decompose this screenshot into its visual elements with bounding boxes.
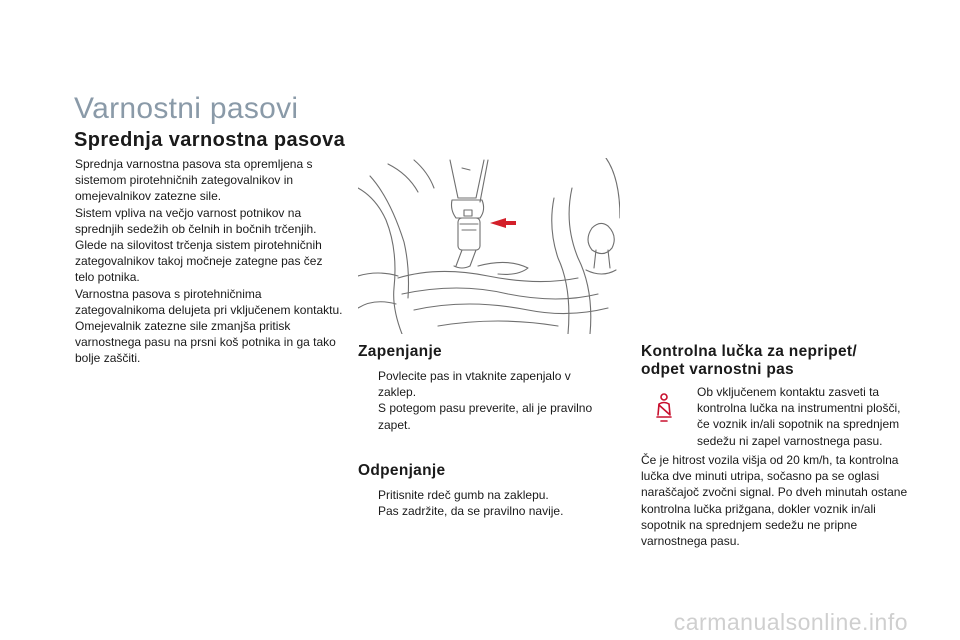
section-title: Sprednja varnostna pasova <box>74 129 346 151</box>
warning-lamp-body: Če je hitrost vozila višja od 20 km/h, ta kontrolna lučka dve minuti utripa, sočasno pa se oglasi naraščajoč zvočni signal. Po dveh minutah ostane kontrolna lučka prižgana, dokler voznik in/ali sopotnik na sprednjem sedežu ne pripne varnostnega pasu. <box>641 453 908 549</box>
list-item: S potegom pasu preverite, ali je pravilno zapet. <box>378 401 593 432</box>
warning-lamp-heading <box>641 343 857 379</box>
watermark-bar <box>0 609 960 640</box>
warning-lamp-heading-line: odpet varnostni pas <box>641 361 794 378</box>
intro-paragraph: Varnostna pasova s pirotehničnima zategovalnikoma delujeta pri vključenem kontaktu. <box>75 286 343 317</box>
intro-paragraph: Sistem vpliva na večjo varnost potnikov na sprednjih sedežih ob čelnih in bočnih trčenjih. Glede na silovitost trčenja sistem pirotehničnih zategovalnikov takoj močneje zategne pas čez telo potnika. <box>75 205 323 285</box>
list-item: Pritisnite rdeč gumb na zaklepu. <box>378 488 549 502</box>
list-item: Povlecite pas in vtaknite zapenjalo v zaklep. <box>378 369 571 400</box>
warning-lamp-heading-line: Kontrolna lučka za nepripet/ <box>641 343 857 360</box>
page-title: Varnostni pasovi <box>74 92 299 125</box>
list-item: Pas zadržite, da se pravilno navije. <box>378 504 564 519</box>
seatbelt-warning-icon <box>654 393 674 423</box>
fastening-heading: Zapenjanje <box>358 343 442 360</box>
intro-text <box>75 156 345 367</box>
warning-lamp-description: Ob vključenem kontaktu zasveti ta kontrolna lučka na instrumentni plošči, če voznik in/ali sopotnik na sprednjem sedežu ni zapel varnostnega pasu. <box>697 385 901 448</box>
unfastening-list <box>358 487 608 519</box>
intro-paragraph: Omejevalnik zatezne sile zmanjša pritisk varnostnega pasu na prsni koš potnika in ga tako bolje zaščiti. <box>75 319 336 366</box>
intro-paragraph: Sprednja varnostna pasova sta opremljena s sistemom pirotehničnih zategovalnikov in omejevalnikov zatezne sile. <box>75 157 313 204</box>
unfastening-heading: Odpenjanje <box>358 462 446 479</box>
seatbelt-buckle-illustration <box>358 158 620 334</box>
fastening-list <box>358 368 608 433</box>
red-arrow <box>490 218 516 228</box>
watermark-text: carmanualsonline.info <box>673 609 908 635</box>
